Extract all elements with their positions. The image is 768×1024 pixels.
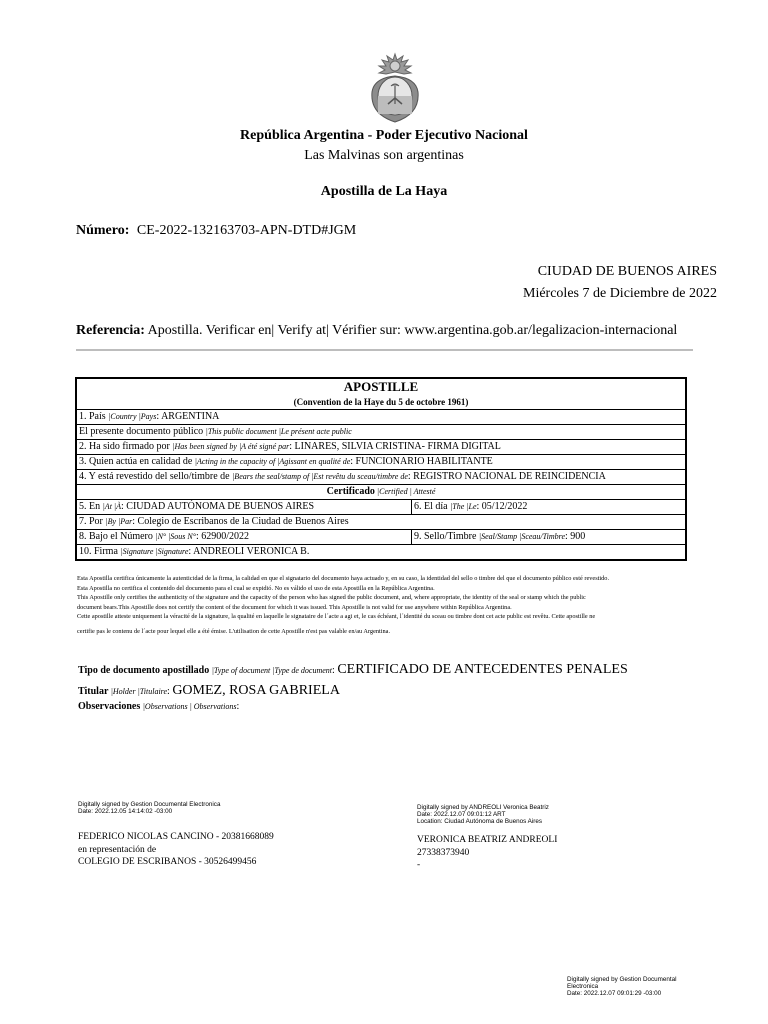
bottom-digital-signature: Digitally signed by Gestion Documental Electronica Date: 2022.12.07 09:01:29 -03:00 [567, 976, 677, 997]
divider [76, 349, 693, 351]
numero-line [76, 223, 356, 239]
coat-of-arms-seal [366, 52, 424, 124]
row-signed-by: 2. Ha sido firmado por |Has been signed by |A été signé par: LINARES, SILVIA CRISTINA- FIRMA DIGITAL [76, 440, 686, 455]
row-certificado: Certificado |Certified | Attesté [76, 485, 686, 500]
right-signer-block: VERONICA BEATRIZ ANDREOLI 27338373940 - [417, 835, 558, 870]
document-type-value: CERTIFICADO DE ANTECEDENTES PENALES [337, 662, 628, 677]
document-type-heading: Apostilla de La Haya [320, 184, 448, 199]
disclaimer-es-2: Esta Apostilla no certifica el contenido del documento para el cual se expidió. No es válido el uso de esta Apostilla en la República Argentina. [77, 584, 435, 592]
issue-date: Miércoles 7 de Diciembre de 2022 [523, 286, 717, 301]
left-digital-signature: Digitally signed by Gestion Documental Electronica Date: 2022.12.05 14:14:02 -03:00 [78, 801, 221, 815]
row-number: 8. Bajo el Número |N° |Sous N°: 62900/2022 [76, 530, 412, 545]
left-signer-block: FEDERICO NICOLAS CANCINO - 20381668089 en representación de COLEGIO DE ESCRIBANOS - 30526499456 [78, 832, 274, 867]
document-type-line: Tipo de documento apostillado |Type of document |Type de document: CERTIFICADO DE ANTECEDENTES PENALES [78, 662, 628, 677]
referencia-line [76, 323, 677, 339]
city: CIUDAD DE BUENOS AIRES [537, 264, 717, 279]
apostille-title: APOSTILLE [76, 378, 686, 395]
holder-value: GOMEZ, ROSA GABRIELA [172, 683, 340, 698]
observations-line: Observaciones |Observations | Observations: [78, 701, 240, 712]
referencia-label: Referencia: [76, 323, 145, 338]
disclaimer-es-1: Esta Apostilla certifica únicamente la autenticidad de la firma, la calidad en que el signatario del documento haya actuado y, en su caso, la identidad del sello o timbre del que el documento público esté revestido. [77, 575, 610, 582]
apostille-table [75, 377, 687, 561]
page-subtitle: Las Malvinas son argentinas [304, 148, 464, 163]
row-place: 5. En |At |À: CIUDAD AUTÓNOMA DE BUENOS AIRES [76, 500, 412, 515]
apostille-convention: (Convention de la Haye du 5 de octobre 1961) [76, 395, 686, 410]
holder-line: Titular |Holder |Titulaire: GOMEZ, ROSA GABRIELA [78, 683, 340, 698]
row-by: 7. Por |By |Par: Colegio de Escribanos de la Ciudad de Buenos Aires [76, 515, 686, 530]
numero-value: CE-2022-132163703-APN-DTD#JGM [136, 223, 357, 238]
row-seal: 4. Y está revestido del sello/timbre de |Bears the seal/stamp of |Est revêtu du sceau/timbre de: REGISTRO NACIONAL DE REINCIDENCIA [76, 470, 686, 485]
disclaimer-fr-1: Cette apostille atteste uniquement la véracité de la signature, la qualité en laquelle le signataire de l´acte a agi et, le cas échéant, l´identité du sceau ou timbre dont cet acte public est revêtu. Cette apostille ne [77, 613, 596, 621]
disclaimer [77, 574, 693, 637]
row-stamp: 9. Sello/Timbre |Seal/Stamp |Sceau/Timbre: 900 [412, 530, 687, 545]
right-digital-signature: Digitally signed by ANDREOLI Veronica Beatriz Date: 2022.12.07 09:01:12 ART Location: Ciudad Autónoma de Buenos Aires [417, 804, 549, 825]
referencia-value: Apostilla. Verificar en| Verify at| Vérifier sur: www.argentina.gob.ar/legalizacion-internacional [147, 323, 678, 338]
disclaimer-fr-2: certifie pas le contenu de l´acte pour lequel elle a été émise. L'utilisation de cette Apostille n'est pas valable en/au Argentina. [77, 627, 391, 635]
row-country: 1. País |Country |Pays: ARGENTINA [76, 410, 686, 425]
numero-label: Número: [76, 223, 130, 238]
row-signature: 10. Firma |Signature |Signature: ANDREOLI VERONICA B. [76, 545, 686, 561]
page-title: República Argentina - Poder Ejecutivo Nacional [240, 128, 528, 143]
row-capacity: 3. Quien actúa en calidad de |Acting in the capacity of |Agissant en qualité de: FUNCIONARIO HABILITANTE [76, 455, 686, 470]
row-day: 6. El día |The |Le: 05/12/2022 [412, 500, 687, 515]
row-public-document: El presente documento público |This public document |Le présent acte public [76, 425, 686, 440]
disclaimer-en-1: This Apostille only certifies the authenticity of the signature and the capacity of the person who has signed the public document, and, where appropriate, the identity of the seal or stamp which the public [77, 594, 586, 602]
disclaimer-en-2: document bears.This Apostille does not certify the content of the document for which it was issued. This Apostille is not valid for use anywhere within República Argentina. [77, 603, 512, 611]
